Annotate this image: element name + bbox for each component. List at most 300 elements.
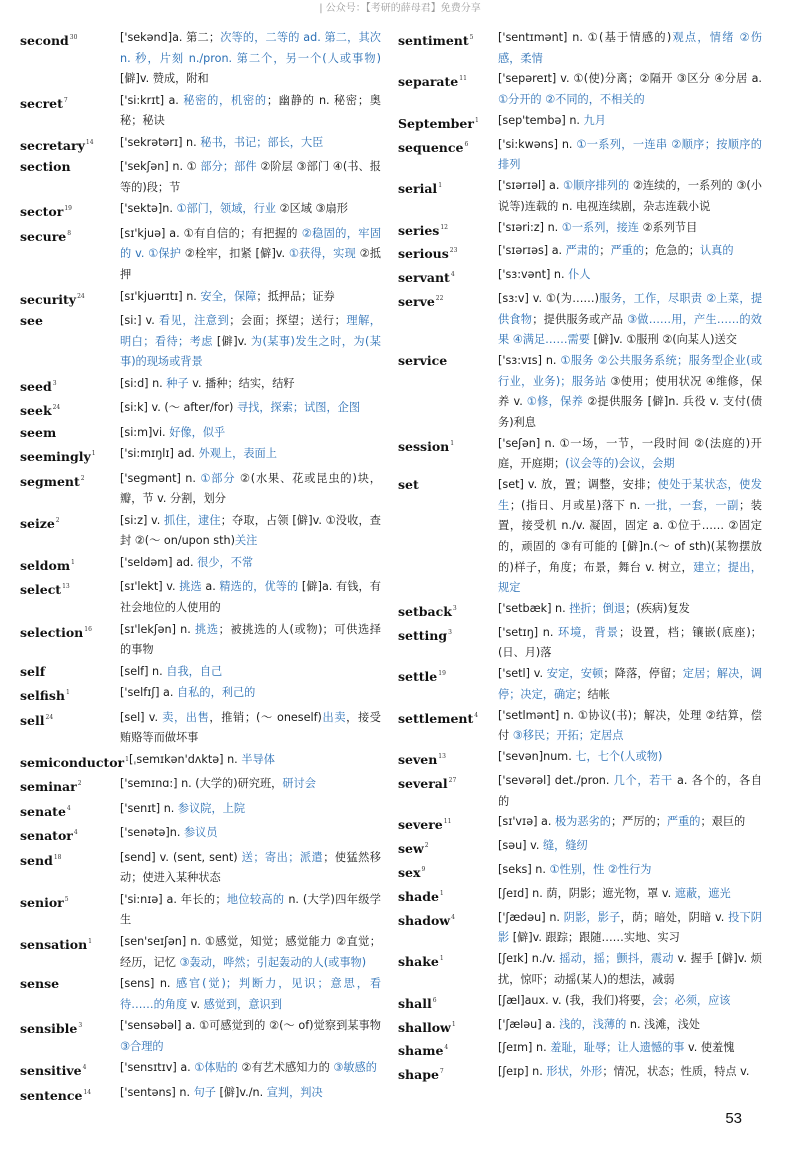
definition-text: ['sentɪmənt] n. ①(基于情感的) — [498, 31, 672, 44]
left-column — [20, 28, 381, 1106]
headword — [398, 69, 498, 93]
definition — [498, 289, 762, 351]
highlighted-meaning: 环境，背景 — [557, 625, 619, 639]
definition-text: ；(疾病)复发 — [625, 602, 690, 616]
highlighted-meaning: ①体贴的 — [194, 1061, 238, 1075]
definition-text: ['setɪŋ] n. — [498, 625, 558, 639]
definition — [120, 224, 381, 286]
headword-text: send — [20, 852, 53, 868]
frequency-count: 2 — [55, 516, 60, 524]
headword — [398, 949, 498, 973]
headword-text: shame — [398, 1043, 444, 1059]
headword — [20, 974, 120, 995]
entry-secure — [20, 224, 381, 286]
frequency-count: 9 — [421, 866, 426, 874]
headword — [398, 747, 498, 771]
definition-text: ；幽静的 n. 秘密；奥秘；秘诀 — [120, 93, 381, 128]
definition-text: n. (大学)四年级学生 — [120, 892, 381, 927]
headword-text: setting — [398, 627, 448, 643]
highlighted-meaning: 缝，缝纫 — [542, 839, 588, 853]
definition-text: ②连续的，一系列的 ③(小说等)连载的 n. 电视连续剧，杂志连载小说 — [498, 179, 762, 213]
definition-text: [si:m]vi. — [120, 425, 170, 439]
entry-secret — [20, 91, 381, 132]
headword-text: self — [20, 663, 46, 679]
definition — [120, 91, 381, 132]
entry-sense — [20, 974, 381, 1015]
highlighted-meaning: 感觉到，意识到 — [203, 997, 282, 1011]
headword-text: sentence — [20, 1087, 83, 1103]
headword — [398, 991, 498, 1015]
frequency-count: 11 — [459, 75, 467, 83]
highlighted-meaning: 仆人 — [568, 268, 591, 282]
highlighted-meaning: 投下阴影 — [498, 910, 762, 945]
highlighted-meaning: 使处于某状态，使发生 — [498, 478, 762, 512]
entry-sex — [398, 860, 762, 884]
highlighted-meaning: ①一系列，接连 — [561, 220, 639, 234]
definition-text: ，推销；(～ oneself) — [209, 710, 322, 724]
definition-text: ； — [599, 244, 611, 258]
definition-text: ['seʃən] n. ①一场，一节，一段时间 ②(法庭的)开庭，开庭期； — [498, 436, 762, 471]
headword-text: senate — [20, 803, 66, 819]
highlighted-meaning: 极为恶劣的 — [554, 815, 611, 829]
definition-text: ；夺取，占领 [僻]v. ①没收，查封 ②(～ on/upon sth) — [120, 513, 381, 548]
headword-text: seven — [398, 752, 438, 768]
definition-text: ['sensəbəl] a. ①可感觉到的 ②(～ of)觉察到某事物 — [120, 1019, 381, 1033]
definition — [498, 265, 762, 286]
frequency-count: 1 — [65, 689, 70, 697]
entry-session — [398, 434, 762, 475]
definition — [498, 111, 762, 132]
definition — [120, 553, 381, 574]
entry-seed — [20, 374, 381, 398]
headword — [20, 1083, 120, 1107]
definition — [498, 475, 762, 599]
headword-text: servant — [398, 270, 450, 286]
highlighted-meaning: ③敏感的 — [333, 1061, 377, 1075]
definition-text: ['sektə]n. — [120, 202, 177, 216]
definition-text: [ʃeɪk] n./v. — [498, 952, 560, 966]
headword — [20, 577, 120, 601]
frequency-count: 7 — [63, 96, 68, 104]
frequency-count: 7 — [439, 1068, 444, 1076]
entry-sentiment — [398, 28, 762, 69]
highlighted-meaning: 很少，不常 — [197, 555, 254, 569]
headword-text: setback — [398, 604, 452, 620]
definition — [120, 620, 381, 661]
entry-seminar — [20, 774, 381, 798]
headword — [20, 620, 120, 644]
definition-text: [sɪ'vɪə] a. — [498, 815, 555, 829]
highlighted-meaning: 地位较高的 — [226, 892, 285, 906]
entry-send — [20, 848, 381, 889]
entry-second — [20, 28, 381, 90]
headword — [20, 774, 120, 798]
definition — [498, 884, 762, 905]
entry-set — [398, 475, 762, 599]
highlighted-meaning: 建立；提出，规定 — [498, 560, 762, 595]
entry-sensible — [20, 1016, 381, 1057]
definition — [498, 1038, 762, 1059]
headword — [398, 706, 498, 730]
definition-text: ，接受贿赂等而做坏事 — [120, 710, 381, 745]
definition — [498, 176, 762, 217]
highlighted-meaning: ②稳固的，牢固的 v. ①保护 — [120, 226, 382, 261]
headword — [398, 812, 498, 836]
frequency-count: 1 — [125, 755, 129, 763]
headword-text: settlement — [398, 710, 474, 726]
headword — [398, 884, 498, 908]
headword — [20, 553, 120, 577]
entry-sequence — [398, 135, 762, 176]
definition — [120, 890, 381, 931]
headword-text: shall — [398, 995, 432, 1011]
definition-text: [ʃeɪp] n. — [498, 1065, 547, 1079]
definition-text: ['setbæk] n. — [498, 602, 570, 616]
frequency-count: 1 — [91, 450, 96, 458]
entry-senior — [20, 890, 381, 931]
definition — [120, 683, 381, 704]
highlighted-meaning: 秘书，书记；部长，大臣 — [200, 135, 324, 149]
entry-setting — [398, 623, 762, 664]
headword-text: shape — [398, 1067, 439, 1083]
definition — [498, 1062, 762, 1083]
definition-text: [si:d] n. — [120, 376, 167, 390]
highlighted-meaning: ③轰动，哗然；引起轰动的人(或事物) — [179, 955, 367, 969]
definition-text: [sel] v. — [120, 710, 163, 724]
highlighted-meaning: 参议院，上院 — [177, 801, 246, 815]
headword — [398, 241, 498, 265]
definition — [498, 599, 762, 620]
headword-text: seed — [20, 378, 52, 394]
headword — [20, 199, 120, 223]
headword — [20, 1016, 120, 1040]
entry-serious — [398, 241, 762, 265]
headword-text: section — [20, 159, 71, 175]
definition-text: ②有艺术感知力的 — [237, 1061, 334, 1075]
definition-text: ；抵押品；证券 — [256, 289, 335, 303]
headword — [398, 176, 498, 200]
headword-text: segment — [20, 473, 80, 489]
frequency-count: 1 — [439, 890, 444, 897]
definition — [120, 1058, 381, 1079]
definition-text: [self] n. — [120, 664, 167, 678]
definition-text: ['sentəns] n. — [120, 1085, 194, 1099]
definition — [498, 747, 762, 768]
definition-text: [ˌsemɪkən'dʌktə] n. — [128, 752, 242, 766]
entry-seldom — [20, 553, 381, 577]
headword — [20, 224, 120, 248]
entry-sew — [398, 836, 762, 860]
definition-text: ['si:nɪə] a. 年长的； — [120, 892, 227, 906]
frequency-count: 18 — [53, 853, 62, 861]
highlighted-meaning: 严重的 — [610, 244, 645, 258]
definition — [120, 311, 381, 373]
entry-serial — [398, 176, 762, 217]
entry-service — [398, 351, 762, 433]
entry-severe — [398, 812, 762, 836]
entry-security — [20, 287, 381, 311]
headword — [398, 1015, 498, 1039]
highlighted-meaning: 寻找，探索；试图，企图 — [236, 401, 361, 415]
definition-text: v. — [187, 997, 204, 1011]
highlighted-meaning: 会；必须，应该 — [652, 993, 731, 1007]
highlighted-meaning: 自我，自己 — [166, 664, 223, 678]
highlighted-meaning: 参议员 — [183, 826, 218, 840]
entry-shallow — [398, 1015, 762, 1039]
definition — [498, 812, 762, 833]
definition — [498, 623, 762, 664]
headword-text: sense — [20, 976, 60, 991]
frequency-count: 16 — [84, 625, 92, 633]
highlighted-meaning: 自私的，利己的 — [177, 686, 256, 700]
definition-text: ；结帐 — [576, 687, 610, 701]
headword — [398, 135, 498, 159]
definition-text: ['sekʃən] n. ① — [120, 160, 201, 174]
definition-text: ['sensɪtɪv] a. — [120, 1061, 195, 1075]
definition — [120, 799, 381, 820]
definition-text: ['si:kwəns] n. — [498, 137, 577, 151]
frequency-count: 6 — [432, 996, 437, 1004]
highlighted-meaning: 几个，若干 — [613, 774, 673, 788]
headword-text: seminar — [20, 779, 77, 795]
headword — [20, 1058, 120, 1082]
entry-seize — [20, 511, 381, 552]
headword-text: sew — [398, 841, 424, 857]
highlighted-meaning: 外观上，表面上 — [198, 447, 277, 461]
highlighted-meaning: 阴影，影子 — [563, 910, 621, 924]
frequency-count: 1 — [439, 955, 444, 963]
headword — [20, 708, 120, 732]
frequency-count: 2 — [80, 474, 85, 482]
highlighted-meaning: 句子 — [193, 1085, 216, 1099]
definition-text: ②系列节目 — [638, 220, 698, 234]
definition-text: ；装置，接受机 n./v. 凝固，固定 a. ①位于…… ②固定的，顽固的 ③有可能的 [僻]n.(～ of sth)(某物摆放的)样子，角度；布景，舞台 v. 树立， — [498, 498, 762, 574]
frequency-count: 24 — [52, 404, 61, 412]
headword-text: series — [398, 222, 440, 238]
definition — [120, 662, 381, 683]
frequency-count: 14 — [83, 1088, 92, 1096]
entry-settlement — [398, 706, 762, 747]
definition-text: [seks] n. — [498, 863, 550, 877]
definition-text: ['ʃædəu] n. — [498, 910, 564, 924]
highlighted-meaning: 遮蔽，遮光 — [674, 887, 731, 900]
headword-text: sex — [398, 865, 421, 881]
frequency-count: 19 — [64, 205, 72, 213]
headword — [398, 860, 498, 884]
definition — [120, 1016, 381, 1057]
definition-text: ['ʃæləu] a. — [498, 1017, 560, 1031]
highlighted-meaning: (议会等的)会议，会期 — [565, 457, 675, 471]
headword-text: seem — [20, 424, 57, 440]
frequency-count: 8 — [67, 229, 72, 237]
definition — [498, 241, 762, 262]
definition-text: ；艰巨的 — [700, 815, 746, 829]
highlighted-meaning: 一批，一套，一副 — [644, 498, 739, 512]
headword — [398, 1062, 498, 1086]
page-number: 53 — [725, 1110, 742, 1127]
headword-text: sequence — [398, 139, 464, 155]
headword-text: sector — [20, 204, 64, 220]
definition-text: [僻]a. 有钱，有社会地位的人使用的 — [120, 580, 381, 615]
highlighted-meaning: 羞耻，耻辱；让人遗憾的事 — [550, 1041, 685, 1055]
headword — [398, 771, 498, 795]
definition-text: ；严厉的； — [610, 815, 667, 829]
highlighted-meaning: 挑选 — [179, 580, 202, 594]
frequency-count: 13 — [62, 583, 70, 591]
headword-text: shade — [398, 889, 439, 904]
definition — [120, 511, 381, 552]
definition-text: [səu] v. — [498, 839, 543, 853]
definition-text: ['sɜ:vənt] n. — [498, 268, 569, 282]
definition — [120, 974, 381, 1015]
entry-secretary — [20, 133, 381, 157]
definition-text: ['setl] v. — [498, 667, 547, 681]
frequency-count: 11 — [443, 818, 452, 826]
headword — [20, 750, 129, 774]
definition-text: ②抵押 — [120, 247, 381, 282]
headword — [398, 836, 498, 860]
highlighted-meaning: 九月 — [583, 113, 606, 127]
headword-text: shadow — [398, 912, 451, 928]
definition-text: ['sɪəri:z] n. — [498, 220, 562, 234]
definition-text: ；(指日、月或星)落下 n. — [509, 498, 645, 512]
headword — [398, 1038, 498, 1062]
highlighted-meaning: 理解，明白；看待；考虑 — [120, 314, 381, 348]
headword-text: secretary — [20, 137, 85, 153]
headword — [20, 423, 120, 444]
highlighted-meaning: 宣判，判决 — [266, 1085, 323, 1099]
definition-text: [sɪ'kjuə] a. ①有自信的；有把握的 — [120, 226, 302, 240]
definition-text: [僻]v. — [212, 334, 251, 348]
highlighted-meaning: 精选的，优等的 — [219, 580, 299, 594]
frequency-count: 5 — [469, 34, 474, 41]
highlighted-meaning: 严肃的 — [565, 244, 600, 258]
definition — [120, 374, 381, 395]
headword — [20, 91, 120, 115]
highlighted-meaning: ③做……用，产生……的效果 ④满足……需要 — [498, 312, 762, 347]
definition-text: [sep'tembə] n. — [498, 113, 584, 127]
definition — [498, 949, 762, 990]
definition-text: ②(水果、花或昆虫的)块，瓣，节 v. 分割，划分 — [120, 471, 381, 506]
definition-text: [僻]v. ①服刑 ②(向某人)送交 — [589, 333, 737, 347]
entry-shape — [398, 1062, 762, 1086]
headword-text: sensitive — [20, 1063, 82, 1079]
frequency-count: 30 — [69, 34, 78, 41]
definition — [120, 28, 381, 90]
frequency-count: 3 — [452, 605, 457, 613]
headword-text: sensation — [20, 936, 88, 952]
frequency-count: 22 — [435, 295, 444, 303]
highlighted-meaning: 部分；部件 — [200, 160, 257, 174]
headword-text: see — [20, 313, 43, 329]
definition-text: v. 播种；结实，结籽 — [188, 376, 295, 390]
definition-text: ['sevən]num. — [498, 750, 576, 764]
definition-text: ['senətə]n. — [120, 826, 184, 840]
definition-text: a. — [201, 580, 220, 594]
definition — [120, 823, 381, 844]
definition-text: ['sekrətərɪ] n. — [120, 135, 201, 149]
definition — [498, 135, 762, 176]
highlighted-meaning: 看见，注意到 — [158, 314, 230, 328]
headword-text: set — [398, 477, 419, 493]
entry-sell — [20, 708, 381, 749]
definition-text: ['sɜ:vɪs] n. — [498, 354, 561, 368]
right-column — [398, 28, 762, 1086]
entry-senator — [20, 823, 381, 847]
headword-text: shallow — [398, 1019, 451, 1035]
definition-text: ②栓牢，扣紧 [僻]v. — [181, 247, 289, 261]
definition-text: ②提供服务 [僻]n. 兵役 v. 支付(债务)利息 — [498, 395, 763, 429]
headword-text: senior — [20, 894, 64, 910]
headword-text: selection — [20, 624, 84, 640]
definition-text: [set] v. 放，置；调整，安排； — [498, 478, 658, 492]
frequency-count: 4 — [66, 804, 71, 812]
headword — [20, 157, 120, 178]
entry-seven — [398, 747, 762, 771]
frequency-count: 12 — [440, 223, 448, 231]
highlighted-meaning: 安定，安顿 — [546, 667, 604, 681]
definition-text: [ʃæl]aux. v. (我，我们)将要， — [498, 993, 653, 1007]
headword-text: secret — [20, 95, 63, 111]
definition — [498, 771, 762, 812]
frequency-count: 6 — [464, 140, 469, 148]
frequency-count: 24 — [77, 292, 85, 300]
entry-see — [20, 311, 381, 373]
definition-text: ['segmənt] n. — [120, 471, 201, 485]
highlighted-meaning: 七，七个(人或物) — [575, 750, 663, 764]
entry-shame — [398, 1038, 762, 1062]
highlighted-meaning: 严重的 — [666, 815, 701, 829]
entry-semiconductor — [20, 750, 381, 774]
highlighted-meaning: 观点，情绪 ②伤感，柔情 — [498, 31, 762, 65]
definition-text: ；危急的； — [644, 244, 700, 258]
headword — [20, 444, 120, 468]
headword-text: semiconductor — [20, 754, 125, 770]
definition — [120, 932, 381, 973]
headword — [20, 890, 120, 914]
definition-text: ['sɪərɪəs] a. — [498, 244, 566, 258]
entry-shadow — [398, 908, 762, 949]
definition — [120, 469, 381, 510]
highlighted-meaning: ③合理的 — [120, 1039, 164, 1053]
headword-text: select — [20, 582, 62, 598]
headword-text: serial — [398, 181, 438, 197]
headword — [398, 28, 498, 52]
headword — [398, 351, 498, 372]
definition — [498, 69, 762, 110]
headword-text: selfish — [20, 688, 65, 704]
headword-text: sell — [20, 712, 45, 728]
entry-seem — [20, 423, 381, 444]
definition — [498, 860, 762, 881]
highlighted-meaning: 摇动，摇；颤抖，震动 — [559, 952, 674, 966]
headword-text: session — [398, 438, 450, 454]
highlighted-meaning: 卖，出售 — [162, 710, 210, 724]
definition-text: [sen'seɪʃən] n. ①感觉，知觉；感觉能力 ②直觉；经历，记忆 — [120, 934, 381, 969]
entry-seemingly — [20, 444, 381, 468]
highlighted-meaning: 服务，工作，尽职责 ②上菜，提供食物 — [498, 292, 763, 326]
definition — [498, 1015, 762, 1036]
highlighted-meaning: ①一系列，一连串 ②顺序；按顺序的排列 — [498, 137, 762, 172]
headword — [20, 133, 120, 157]
definition-text: ['si:mɪŋlɪ] ad. — [120, 447, 199, 461]
definition-text: a. 各个的，各自的 — [498, 774, 762, 808]
page-header: | 公众号：【考研的薛母君】免费分享 — [319, 3, 481, 14]
frequency-count: 24 — [45, 713, 54, 721]
headword — [20, 311, 120, 332]
highlighted-meaning: 好像，似乎 — [169, 425, 226, 439]
definition-text: ②阶层 ③部门 ④(书、报等的)段；节 — [120, 160, 381, 194]
